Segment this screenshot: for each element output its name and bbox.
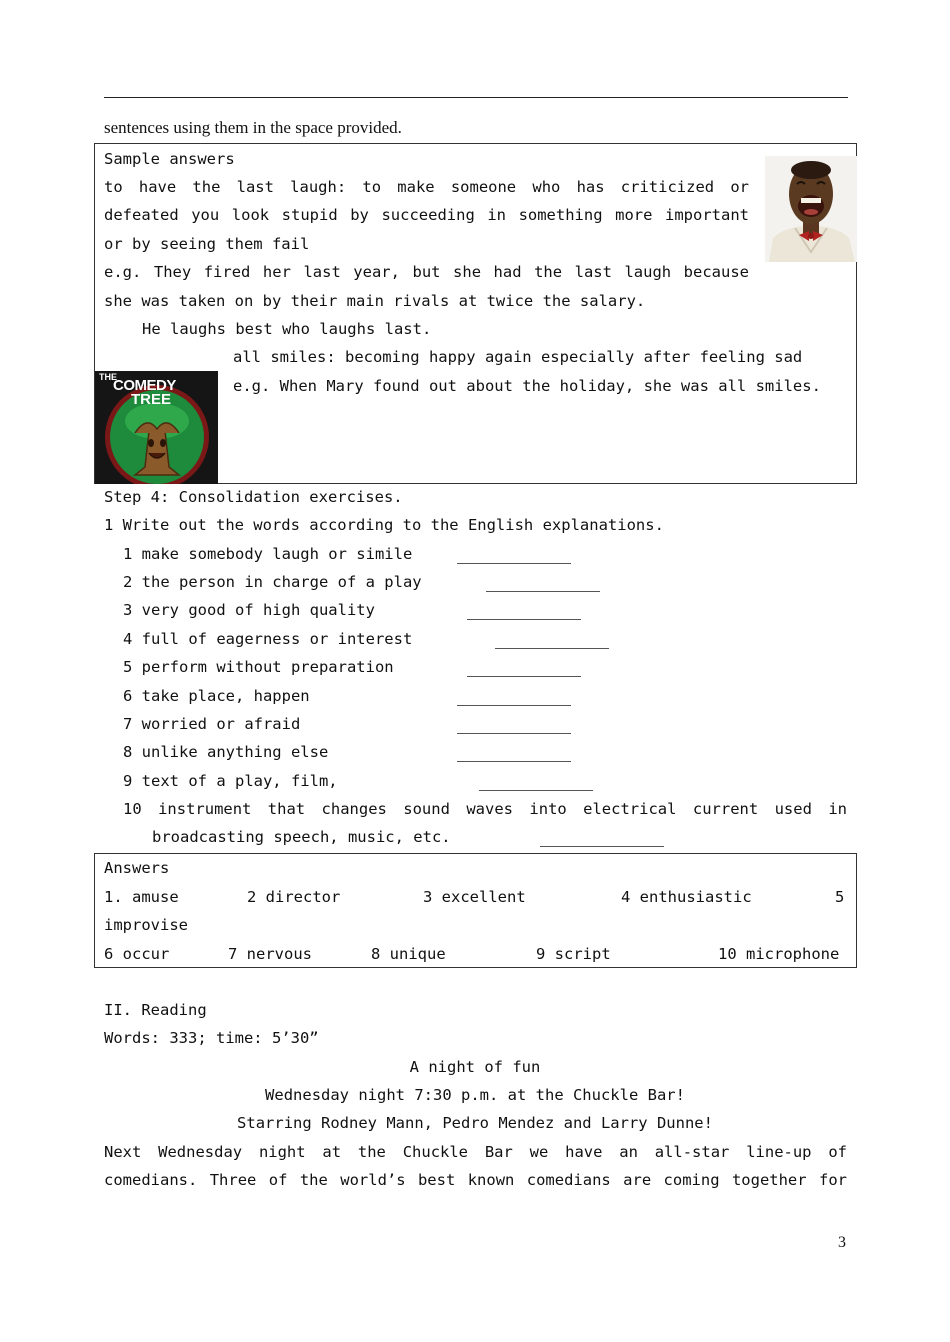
exercise-item-4: 4 full of eagerness or interest (123, 630, 413, 648)
exercise-item-5: 5 perform without preparation (123, 658, 394, 676)
exercise-item-7: 7 worried or afraid (123, 715, 301, 733)
idiom2-definition: all smiles: becoming happy again especially after feeling sad (233, 348, 803, 366)
logo-text-comedy: COMEDY (113, 377, 176, 394)
answer-blank-4[interactable] (495, 648, 609, 649)
reading-title: A night of fun (409, 1058, 541, 1076)
laughing-man-photo (765, 156, 857, 262)
idiom1-line2: defeated you look stupid by succeeding in something more important (104, 206, 749, 224)
reading-body-line2: comedians. Three of the world’s best known comedians are coming together for (104, 1171, 847, 1189)
answer-blank-8[interactable] (457, 761, 571, 762)
answers-box (94, 853, 857, 968)
reading-section-title: II. Reading (104, 1001, 207, 1019)
exercise-item-10-line2: broadcasting speech, music, etc. (152, 828, 451, 846)
logo-text-the: THE (99, 372, 117, 382)
answer-blank-9[interactable] (479, 790, 593, 791)
answer-10: 10 microphone (718, 945, 840, 963)
step4-title: Step 4: Consolidation exercises. (104, 488, 403, 506)
exercise-item-3: 3 very good of high quality (123, 601, 375, 619)
answer-blank-5[interactable] (467, 676, 581, 677)
sample-answers-box (94, 143, 857, 484)
idiom1-line1: to have the last laugh: to make someone who has criticized or (104, 178, 749, 196)
idiom1-line3: or by seeing them fail (104, 235, 310, 253)
answer-blank-7[interactable] (457, 733, 571, 734)
exercise-item-2: 2 the person in charge of a play (123, 573, 422, 591)
exercise-item-10-line1: 10 instrument that changes sound waves into electrical current used in (123, 800, 847, 818)
step4-instruction: 1 Write out the words according to the English explanations. (104, 516, 664, 534)
answer-7: 7 nervous (228, 945, 312, 963)
answer-6: 6 occur (104, 945, 170, 963)
reading-body-line1: Next Wednesday night at the Chuckle Bar we have an all-star line-up of (104, 1143, 847, 1161)
example1-line1: e.g. They fired her last year, but she had the last laugh because (104, 263, 749, 281)
idiom2-example: e.g. When Mary found out about the holiday, she was all smiles. (233, 377, 821, 395)
answer-2: 2 director (247, 888, 341, 906)
exercise-item-1: 1 make somebody laugh or simile (123, 545, 413, 563)
sample-heading: Sample answers (104, 150, 235, 168)
answer-5: improvise (104, 916, 188, 934)
exercise-item-6: 6 take place, happen (123, 687, 310, 705)
answer-3: 3 excellent (423, 888, 526, 906)
answer-5-number: 5 (835, 888, 845, 906)
answer-4: 4 enthusiastic (621, 888, 752, 906)
answer-blank-6[interactable] (457, 705, 571, 706)
answer-blank-2[interactable] (486, 591, 600, 592)
answer-1: 1. amuse (104, 888, 179, 906)
comedy-tree-logo (95, 371, 218, 484)
reading-words-time: Words: 333; time: 5’30” (104, 1029, 319, 1047)
example1-line2: she was taken on by their main rivals at twice the salary. (104, 292, 646, 310)
exercise-item-9: 9 text of a play, film, (123, 772, 338, 790)
header-rule (104, 97, 848, 98)
proverb: He laughs best who laughs last. (142, 320, 432, 338)
answer-9: 9 script (536, 945, 611, 963)
answer-blank-10[interactable] (540, 846, 664, 847)
logo-text-tree: TREE (131, 391, 172, 408)
answer-blank-1[interactable] (457, 563, 571, 564)
reading-subtitle-2: Starring Rodney Mann, Pedro Mendez and Larry Dunne! (237, 1114, 713, 1132)
answer-8: 8 unique (371, 945, 446, 963)
answers-heading: Answers (104, 859, 170, 877)
exercise-item-8: 8 unlike anything else (123, 743, 329, 761)
reading-subtitle-1: Wednesday night 7:30 p.m. at the Chuckle Bar! (265, 1086, 685, 1104)
intro-line: sentences using them in the space provided. (104, 118, 402, 137)
page-number: 3 (838, 1234, 846, 1251)
answer-blank-3[interactable] (467, 619, 581, 620)
